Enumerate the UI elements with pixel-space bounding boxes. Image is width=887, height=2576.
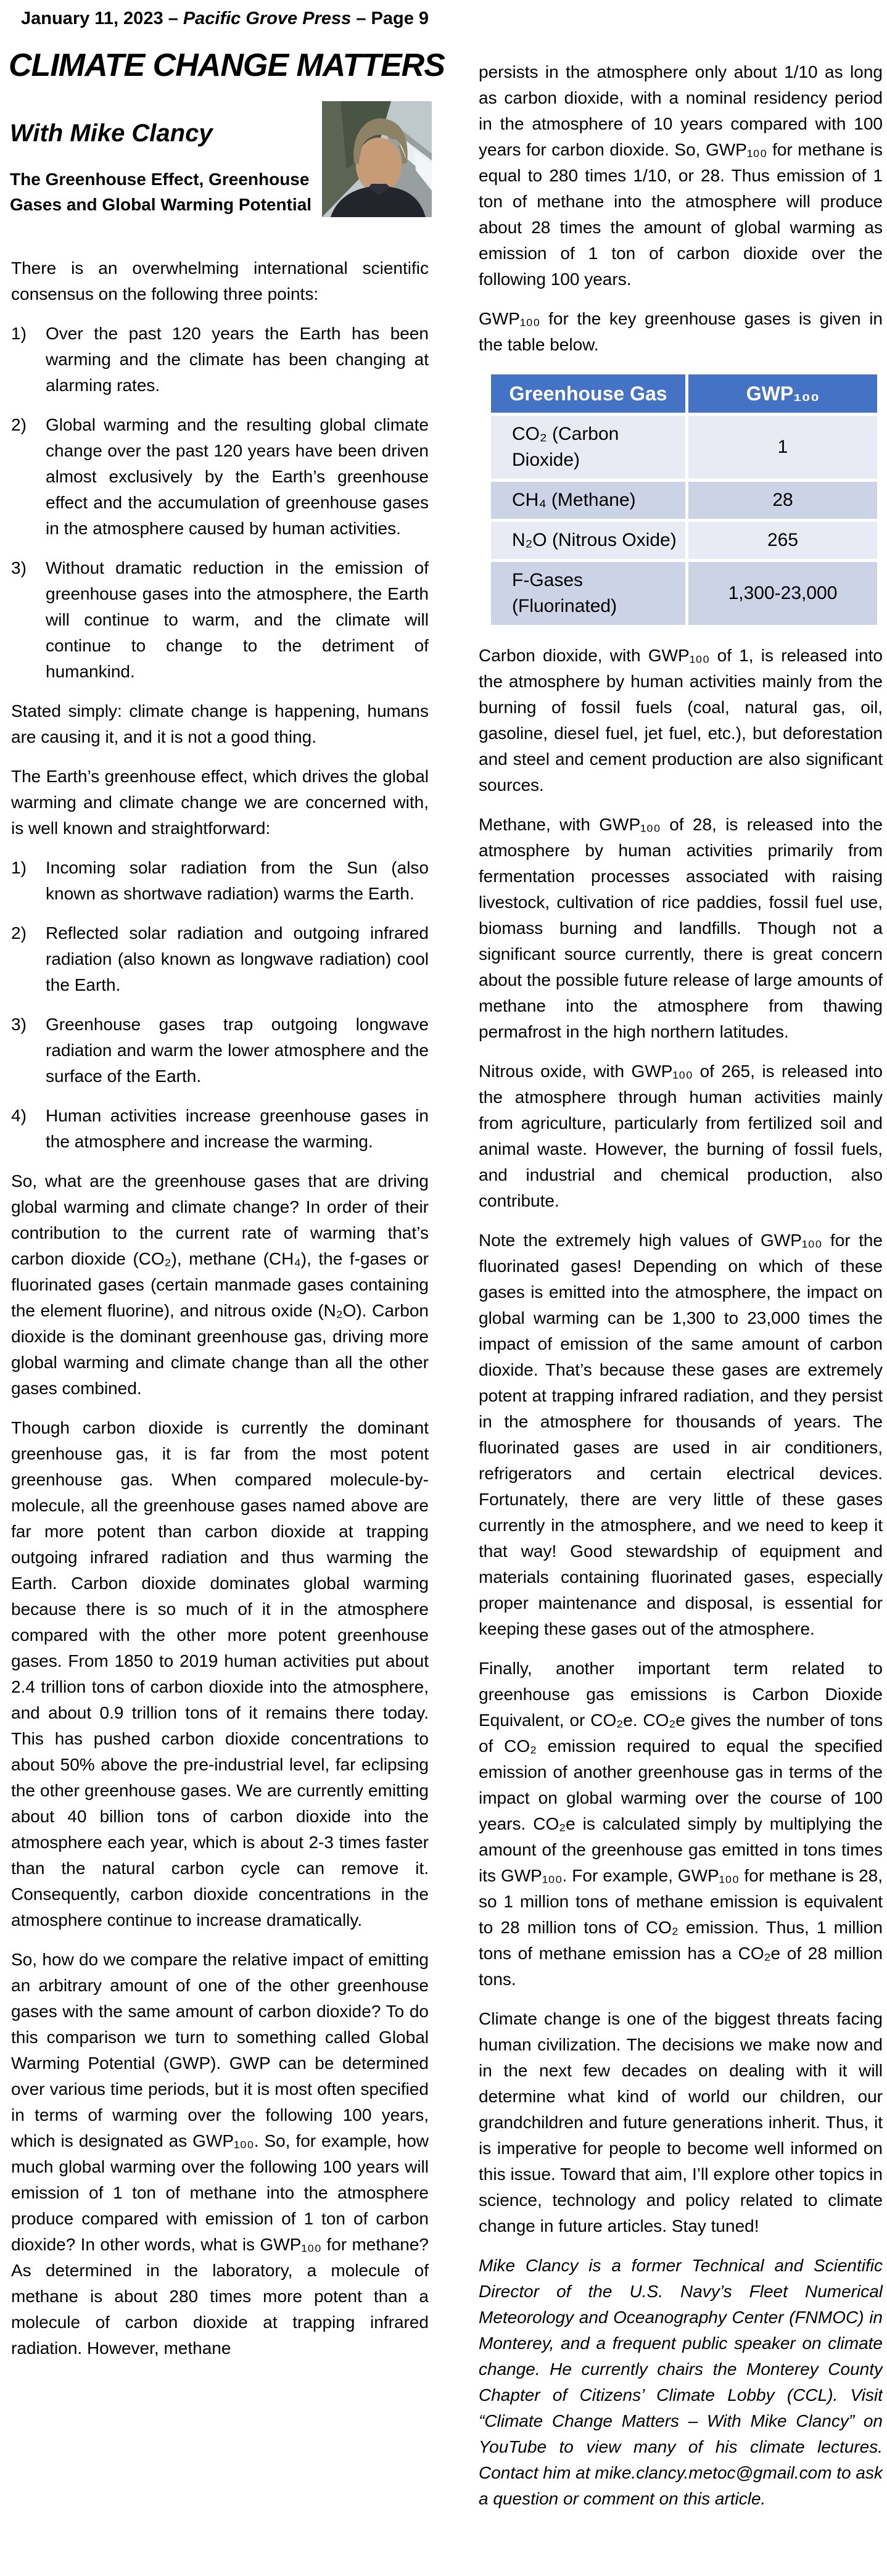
paragraph-stated-simply: Stated simply: climate change is happening, humans are causing it, and it is not a good thing. [11, 701, 429, 746]
table-row [491, 416, 877, 479]
list-number: 2) [11, 415, 27, 434]
list-item-text: Over the past 120 years the Earth has been warming and the climate has been changing at alarming rates. [46, 324, 429, 395]
paragraph-methane-continued: persists in the atmosphere only about 1/10 as long as carbon dioxide, with a nominal residency period in the atmosphere of 10 years compared with 100 years for carbon dioxide. So, GWP₁₀₀ for methane is equal to 280 times 1/10, or 28. Thus emission of 1 ton of methane into the atmosphere will produce about 28 times the amount of global warming as emission of 1 ton of carbon dioxide over the following 100 years. [479, 62, 883, 289]
byline: With Mike Clancy [10, 120, 213, 147]
subtitle-line: The Greenhouse Effect, Greenhouse [10, 170, 310, 189]
paragraph-consensus-intro: There is an overwhelming international scientific consensus on the following three points: [11, 258, 429, 303]
paragraph-co2-dominant: Though carbon dioxide is currently the dominant greenhouse gas, it is far from the most potent greenhouse gas. When compared molecule-by-molecule, all the greenhouse gases named above are far more potent than carbon dioxide at trapping outgoing infrared radiation and thus warming the Earth. Carbon dioxide dominates global warming because there is so much of it in the atmosphere compared with the other more potent greenhouse gases. From 1850 to 2019 human activities put about 2.4 trillion tons of carbon dioxide into the atmosphere, and about 0.9 trillion tons of it remains there today. This has pushed carbon dioxide concentrations to about 50% above the pre-industrial level, far eclipsing the other greenhouse gases. We are currently emitting about 40 billion tons of carbon dioxide into the atmosphere each year, which is about 2-3 times faster than the natural carbon cycle can remove it. Consequently, carbon dioxide concentrations in the atmosphere continue to increase dramatically. [11, 1418, 429, 1930]
paragraph-author-bio: Mike Clancy is a former Technical and Scientific Director of the U.S. Navy’s Fleet Numerical Meteorology and Oceanography Center (FNMOC) in Monterey, and a frequent public speaker on climate change. He currently chairs the Monterey County Chapter of Citizens’ Climate Lobby (CCL). Visit “Climate Change Matters – With Mike Clancy” on YouTube to view many of his climate lectures. Contact him at mike.clancy.metoc@gmail.com to ask a question or comment on this article. [479, 2256, 883, 2508]
left-column [11, 255, 429, 2570]
list-item-mechanism-3 [11, 1012, 429, 1089]
paragraph-which-gases: So, what are the greenhouse gases that are driving global warming and climate change? In order of their contribution to the current rate of warming that’s carbon dioxide (CO₂), methane (CH₄), the f-gases or fluorinated gases (certain manmade gases containing the element fluorine), and nitrous oxide (N₂O). Carbon dioxide is the dominant greenhouse gas, driving more global warming and climate change than all the other gases combined. [11, 1171, 429, 1398]
paragraph-co2-sources: Carbon dioxide, with GWP₁₀₀ of 1, is released into the atmosphere by human activities mainly from the burning of fossil fuels (coal, natural gas, oil, gasoline, diesel fuel, jet fuel, etc.), but deforestation and steel and cement production are also significant sources. [479, 646, 883, 795]
paragraph-co2e: Finally, another important term related to greenhouse gas emissions is Carbon Dioxide Equivalent, or CO₂e. CO₂e gives the number of tons of CO₂ emission required to equal the specified emission of another greenhouse gas in terms of the impact on global warming over the course of 100 years. CO₂e is calculated simply by multiplying the amount of the greenhouse gas emitted in tons times its GWP₁₀₀. For example, GWP₁₀₀ for methane is 28, so 1 million tons of methane emission is equivalent to 28 million tons of CO₂ emission. Thus, 1 million tons of methane emission has a CO₂e of 28 million tons. [479, 1659, 883, 1989]
list-item-text: Greenhouse gases trap outgoing longwave radiation and warm the lower atmosphere and the surface of the Earth. [46, 1015, 429, 1086]
list-item-text: Human activities increase greenhouse gases in the atmosphere and increase the warming. [46, 1106, 429, 1151]
list-item-mechanism-2 [11, 920, 429, 998]
list-item-consensus-1 [11, 321, 429, 398]
table-row [491, 482, 877, 519]
list-number: 1) [11, 858, 27, 877]
list-item-text: Without dramatic reduction in the emission of greenhouse gases into the atmosphere, the Earth will continue to warm, and the climate will continue to change to the detriment of humankind. [46, 558, 429, 681]
paragraph-climate-threat: Climate change is one of the biggest threats facing human civilization. The decisions we make now and in the next few decades on dealing with it will determine what kind of world our children, our grandchildren and future generations inherit. Thus, it is imperative for people to become well informed on this issue. Toward that aim, I’ll explore other topics in science, technology and policy related to climate change in future articles. Stay tuned! [479, 2009, 883, 2235]
paragraph-gwp-definition: So, how do we compare the relative impact of emitting an arbitrary amount of one of the other greenhouse gases with the same amount of carbon dioxide? To do this comparison we turn to something called Global Warming Potential (GWP). GWP can be determined over various time periods, but it is most often specified in terms of warming over the following 100 years, which is designated as GWP₁₀₀. So, for example, how much global warming over the following 100 years will emission of 1 ton of methane into the atmosphere produce compared with emission of 1 ton of carbon dioxide? In other words, what is GWP₁₀₀ for methane? As determined in the laboratory, a molecule of methane is about 280 times more potent than a molecule of carbon dioxide at trapping infrared radiation. However, methane [11, 1950, 429, 2358]
author-photo-illustration [322, 101, 432, 217]
gwp-table [488, 371, 880, 628]
list-item-text: Global warming and the resulting global climate change over the past 120 years have been driven almost exclusively by the Earth’s greenhouse effect and the accumulation of greenhouse gases in the atmosphere caused by human activities. [46, 415, 429, 538]
table-cell-gwp: 1 [688, 416, 877, 479]
table-cell-gas: F-Gases (Fluorinated) [491, 562, 685, 625]
table-cell-gas: CO₂ (Carbon Dioxide) [491, 416, 685, 479]
list-number: 4) [11, 1106, 27, 1125]
paragraph-table-intro: GWP₁₀₀ for the key greenhouse gases is given in the table below. [479, 309, 883, 354]
list-item-text: Incoming solar radiation from the Sun (also known as shortwave radiation) warms the Earth. [46, 858, 429, 903]
masthead-publication: Pacific Grove Press [183, 9, 352, 28]
paragraph-fgases: Note the extremely high values of GWP₁₀₀ for the fluorinated gases! Depending on which of these gases is emitted into the atmosphere, the impact on global warming can be 1,300 to 23,000 times the impact of emission of the same amount of carbon dioxide. That’s because these gases are extremely potent at trapping infrared radiation, and they persist in the atmosphere for thousands of years. The fluorinated gases are used in air conditioners, refrigerators and certain electrical devices. Fortunately, there are very little of these gases currently in the atmosphere, and we need to keep it that way! Good stewardship of equipment and materials containing fluorinated gases, especially proper maintenance and disposal, is essential for keeping these gases out of the atmosphere. [479, 1231, 883, 1638]
article-title: CLIMATE CHANGE MATTERS [9, 47, 445, 83]
list-item-mechanism-4 [11, 1103, 429, 1155]
table-cell-gwp: 28 [688, 482, 877, 519]
table-header-row [491, 374, 877, 413]
list-number: 1) [11, 324, 27, 343]
list-number: 2) [11, 923, 27, 943]
paragraph-methane-sources: Methane, with GWP₁₀₀ of 28, is released into the atmosphere by human activities primarily from fermentation processes associated with raising livestock, cultivation of rice paddies, fossil fuel use, biomass burning and landfills. Though not a significant source currently, there is great concern about the possible future release of large amounts of methane into the atmosphere from thawing permafrost in the high northern latitudes. [479, 815, 883, 1041]
list-number: 3) [11, 558, 27, 577]
masthead-date: January 11, 2023 – [21, 9, 183, 28]
right-column [479, 59, 883, 2570]
table-row [491, 562, 877, 625]
table-header-gas: Greenhouse Gas [491, 374, 685, 413]
table-row [491, 522, 877, 559]
paragraph-mechanism-intro: The Earth’s greenhouse effect, which drives the global warming and climate change we are concerned with, is well known and straightforward: [11, 767, 429, 838]
list-item-mechanism-1 [11, 855, 429, 907]
author-photo [322, 101, 432, 217]
table-cell-gwp: 265 [688, 522, 877, 559]
paragraph-n2o-sources: Nitrous oxide, with GWP₁₀₀ of 265, is released into the atmosphere through human activities mainly from agriculture, particularly from fertilized soil and animal waste. However, the burning of fossil fuels, and industrial and chemical production, also contribute. [479, 1062, 883, 1210]
list-number: 3) [11, 1015, 27, 1034]
table-cell-gas: N₂O (Nitrous Oxide) [491, 522, 685, 559]
masthead-page-number: – Page 9 [351, 9, 429, 28]
subtitle-line: Gases and Global Warming Potential [10, 195, 312, 214]
list-item-text: Reflected solar radiation and outgoing infrared radiation (also known as longwave radiation) cool the Earth. [46, 923, 429, 994]
masthead [21, 9, 429, 29]
article-subtitle [10, 167, 311, 217]
list-item-consensus-2 [11, 412, 429, 542]
table-cell-gwp: 1,300-23,000 [688, 562, 877, 625]
list-item-consensus-3 [11, 555, 429, 685]
table-header-gwp: GWP₁₀₀ [688, 374, 877, 413]
table-cell-gas: CH₄ (Methane) [491, 482, 685, 519]
